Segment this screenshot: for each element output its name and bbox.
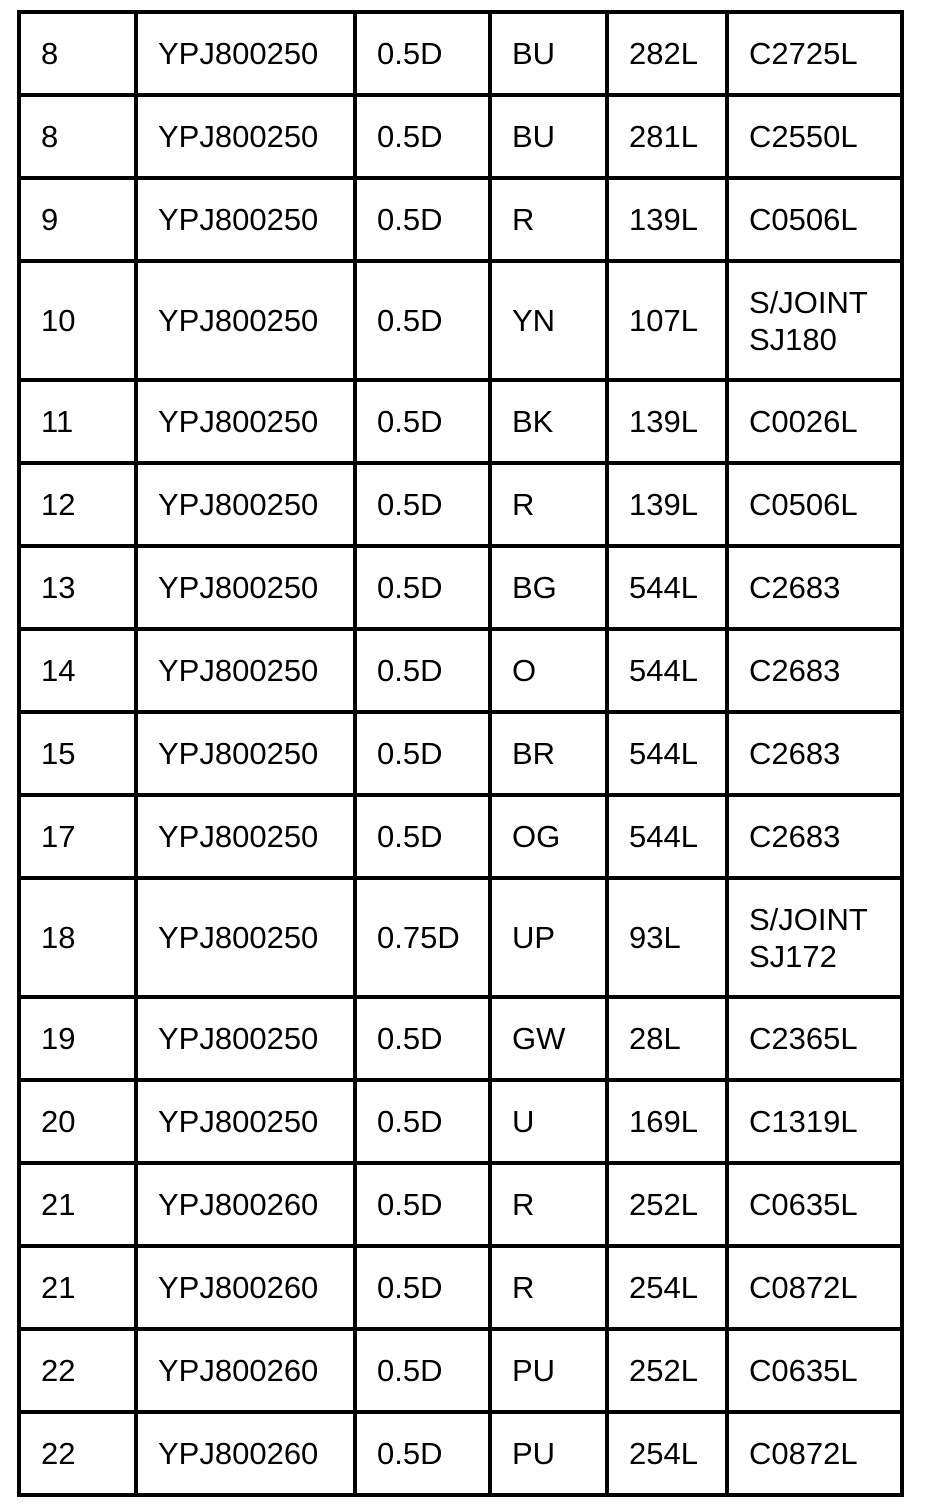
length-cell: 169L: [607, 1080, 727, 1163]
length-cell: 281L: [607, 95, 727, 178]
color-code-cell: PU: [490, 1412, 607, 1495]
item-number-cell: 21: [19, 1246, 136, 1329]
size-cell: 0.5D: [355, 1412, 490, 1495]
length-cell: 544L: [607, 546, 727, 629]
length-cell: 139L: [607, 178, 727, 261]
size-cell: 0.5D: [355, 261, 490, 380]
connector-cell: C0872L: [727, 1246, 902, 1329]
color-code-cell: R: [490, 463, 607, 546]
part-number-cell: YPJ800250: [136, 795, 355, 878]
item-number-cell: 19: [19, 997, 136, 1080]
size-cell: 0.5D: [355, 178, 490, 261]
color-code-cell: OG: [490, 795, 607, 878]
connector-cell: S/JOINT SJ180: [727, 261, 902, 380]
size-cell: 0.5D: [355, 1246, 490, 1329]
item-number-cell: 14: [19, 629, 136, 712]
table-row: [19, 712, 902, 795]
length-cell: 107L: [607, 261, 727, 380]
color-code-cell: R: [490, 178, 607, 261]
part-number-cell: YPJ800250: [136, 261, 355, 380]
length-cell: 254L: [607, 1412, 727, 1495]
color-code-cell: UP: [490, 878, 607, 997]
part-number-cell: YPJ800250: [136, 95, 355, 178]
length-cell: 544L: [607, 712, 727, 795]
item-number-cell: 13: [19, 546, 136, 629]
color-code-cell: BU: [490, 95, 607, 178]
table-row: [19, 1329, 902, 1412]
item-number-cell: 21: [19, 1163, 136, 1246]
data-table-container: [17, 10, 904, 1497]
table-row: [19, 261, 902, 380]
table-row: [19, 95, 902, 178]
item-number-cell: 17: [19, 795, 136, 878]
size-cell: 0.5D: [355, 380, 490, 463]
connector-cell: C0506L: [727, 463, 902, 546]
table-row: [19, 878, 902, 997]
table-row: [19, 629, 902, 712]
color-code-cell: R: [490, 1163, 607, 1246]
table-body: [19, 12, 902, 1495]
item-number-cell: 8: [19, 95, 136, 178]
item-number-cell: 11: [19, 380, 136, 463]
size-cell: 0.5D: [355, 1080, 490, 1163]
length-cell: 93L: [607, 878, 727, 997]
size-cell: 0.5D: [355, 997, 490, 1080]
size-cell: 0.5D: [355, 1329, 490, 1412]
color-code-cell: BG: [490, 546, 607, 629]
part-number-cell: YPJ800260: [136, 1329, 355, 1412]
connector-cell: C2683: [727, 629, 902, 712]
part-number-cell: YPJ800250: [136, 178, 355, 261]
color-code-cell: BK: [490, 380, 607, 463]
size-cell: 0.5D: [355, 795, 490, 878]
table-row: [19, 380, 902, 463]
part-number-cell: YPJ800260: [136, 1246, 355, 1329]
table-row: [19, 12, 902, 95]
color-code-cell: GW: [490, 997, 607, 1080]
size-cell: 0.75D: [355, 878, 490, 997]
item-number-cell: 10: [19, 261, 136, 380]
part-number-cell: YPJ800260: [136, 1163, 355, 1246]
length-cell: 252L: [607, 1329, 727, 1412]
part-number-cell: YPJ800250: [136, 546, 355, 629]
connector-cell: C2683: [727, 712, 902, 795]
size-cell: 0.5D: [355, 629, 490, 712]
size-cell: 0.5D: [355, 463, 490, 546]
length-cell: 139L: [607, 380, 727, 463]
length-cell: 282L: [607, 12, 727, 95]
item-number-cell: 8: [19, 12, 136, 95]
connector-cell: C1319L: [727, 1080, 902, 1163]
color-code-cell: R: [490, 1246, 607, 1329]
connector-cell: C0026L: [727, 380, 902, 463]
table-row: [19, 997, 902, 1080]
connector-cell: C0635L: [727, 1163, 902, 1246]
table-row: [19, 1246, 902, 1329]
length-cell: 544L: [607, 795, 727, 878]
item-number-cell: 20: [19, 1080, 136, 1163]
item-number-cell: 12: [19, 463, 136, 546]
color-code-cell: U: [490, 1080, 607, 1163]
part-number-cell: YPJ800250: [136, 1080, 355, 1163]
table-row: [19, 1080, 902, 1163]
size-cell: 0.5D: [355, 95, 490, 178]
item-number-cell: 18: [19, 878, 136, 997]
connector-cell: S/JOINT SJ172: [727, 878, 902, 997]
size-cell: 0.5D: [355, 12, 490, 95]
color-code-cell: YN: [490, 261, 607, 380]
item-number-cell: 9: [19, 178, 136, 261]
part-number-cell: YPJ800250: [136, 463, 355, 546]
table-row: [19, 463, 902, 546]
table-row: [19, 795, 902, 878]
part-number-cell: YPJ800260: [136, 1412, 355, 1495]
data-table: [17, 10, 904, 1497]
part-number-cell: YPJ800250: [136, 997, 355, 1080]
part-number-cell: YPJ800250: [136, 12, 355, 95]
size-cell: 0.5D: [355, 712, 490, 795]
part-number-cell: YPJ800250: [136, 712, 355, 795]
length-cell: 252L: [607, 1163, 727, 1246]
item-number-cell: 15: [19, 712, 136, 795]
part-number-cell: YPJ800250: [136, 629, 355, 712]
color-code-cell: BU: [490, 12, 607, 95]
length-cell: 139L: [607, 463, 727, 546]
size-cell: 0.5D: [355, 1163, 490, 1246]
connector-cell: C2683: [727, 795, 902, 878]
part-number-cell: YPJ800250: [136, 878, 355, 997]
connector-cell: C2365L: [727, 997, 902, 1080]
table-row: [19, 546, 902, 629]
item-number-cell: 22: [19, 1329, 136, 1412]
table-row: [19, 1412, 902, 1495]
color-code-cell: PU: [490, 1329, 607, 1412]
connector-cell: C2550L: [727, 95, 902, 178]
color-code-cell: O: [490, 629, 607, 712]
connector-cell: C0506L: [727, 178, 902, 261]
connector-cell: C0872L: [727, 1412, 902, 1495]
connector-cell: C0635L: [727, 1329, 902, 1412]
length-cell: 28L: [607, 997, 727, 1080]
table-row: [19, 1163, 902, 1246]
length-cell: 254L: [607, 1246, 727, 1329]
color-code-cell: BR: [490, 712, 607, 795]
length-cell: 544L: [607, 629, 727, 712]
size-cell: 0.5D: [355, 546, 490, 629]
item-number-cell: 22: [19, 1412, 136, 1495]
connector-cell: C2725L: [727, 12, 902, 95]
table-row: [19, 178, 902, 261]
connector-cell: C2683: [727, 546, 902, 629]
part-number-cell: YPJ800250: [136, 380, 355, 463]
